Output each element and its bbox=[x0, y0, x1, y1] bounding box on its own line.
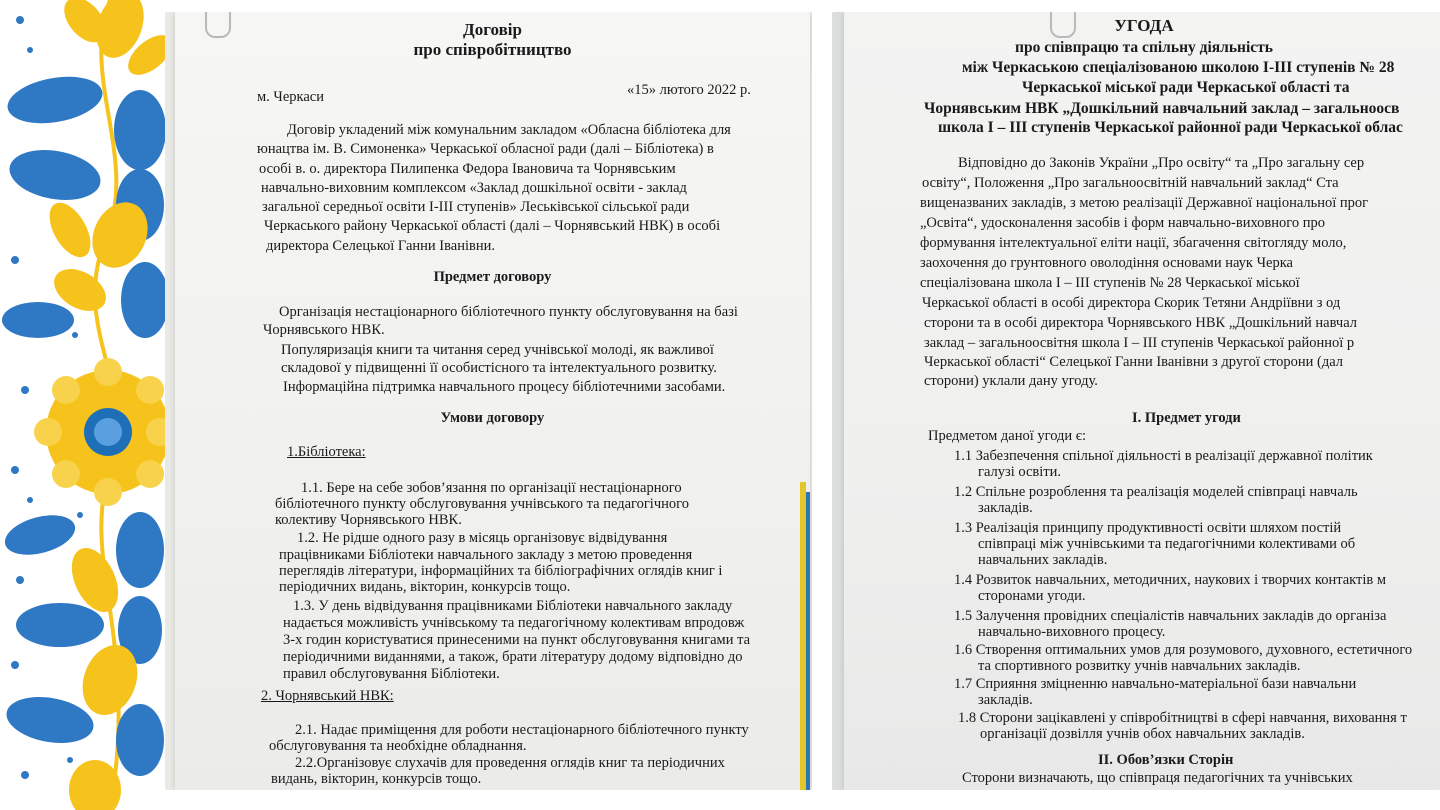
agreement-item: 1.2 Спільне розроблення та реалізація моделей співпраці навчаль bbox=[954, 484, 1358, 500]
library-line: переглядів літератури, інформаційних та бібліографічних оглядів книг і bbox=[279, 563, 723, 579]
agreement-text-line: Сторони визначають, що співпраця педагогічних та учнівських bbox=[962, 770, 1353, 786]
agreement-photo-right bbox=[832, 12, 1440, 790]
board-edge bbox=[806, 492, 810, 790]
doc-header-line: школа I – III ступенів Черкаської районної ради Черкаської облас bbox=[938, 119, 1403, 136]
intro-line: заохочення до грунтовного оволодіння основами наук Черка bbox=[920, 255, 1293, 271]
agreement-item: та спортивного розвитку учнів навчальних закладів. bbox=[978, 658, 1301, 674]
intro-line: заклад – загальноосвітня школа I – III ступенів Черкаської районної р bbox=[924, 335, 1355, 351]
library-line: 1.3. У день відвідування працівниками Бібліотеки навчального закладу bbox=[293, 598, 733, 614]
library-line: бібліотечного пункту обслуговування учнівського та педагогічного bbox=[275, 496, 689, 512]
intro-line: формування інтелектуальної еліти нації, збагачення світогляду моло, bbox=[920, 235, 1347, 251]
subject-line: Інформаційна підтримка навчального процесу бібліотечними засобами. bbox=[283, 379, 726, 395]
agreement-item: навчально-виховного процесу. bbox=[978, 624, 1166, 640]
library-line: 1.2. Не рідше одного разу в місяць організовує відвідування bbox=[297, 530, 668, 546]
subject-line: складової у підвищенні її особистісного та інтелектуального розвитку. bbox=[281, 360, 717, 376]
library-line: правил обслуговування Бібліотеки. bbox=[283, 666, 500, 682]
section-title: II. Обов’язки Сторін bbox=[1098, 752, 1234, 768]
contract-sheet bbox=[175, 12, 810, 790]
library-line: колективу Чорнявського НВК. bbox=[275, 512, 462, 528]
doc-subtitle: про співробітництво bbox=[413, 40, 572, 59]
doc-city: м. Черкаси bbox=[257, 89, 324, 105]
nvk-line: 2.1. Надає приміщення для роботи нестаціонарного бібліотечного пункту bbox=[295, 722, 749, 738]
agreement-item: 1.5 Залучення провідних спеціалістів навчальних закладів до організа bbox=[954, 608, 1387, 624]
intro-line: Черкаської області в особі директора Скорик Тетяни Андріївни з од bbox=[922, 295, 1341, 311]
intro-line: сторони та в особі директора Чорнявського НВК „Дошкільний навчал bbox=[924, 315, 1358, 331]
agreement-item: 1.6 Створення оптимальних умов для розумового, духовного, естетичного bbox=[954, 642, 1413, 658]
doc-date: «15» лютого 2022 р. bbox=[627, 82, 751, 98]
subject-line: Чорнявського НВК. bbox=[263, 322, 385, 338]
agreement-item: сторонами угоди. bbox=[978, 588, 1086, 604]
agreement-item: навчальних закладів. bbox=[978, 552, 1108, 568]
agreement-item: співпраці між учнівськими та педагогічними колективами об bbox=[978, 536, 1356, 552]
intro-line: сторони) уклали дану угоду. bbox=[924, 373, 1098, 389]
subject-intro: Предметом даної угоди є: bbox=[928, 428, 1087, 444]
doc-header-line: Чорнявським НВК „Дошкільний навчальний заклад – загальноосв bbox=[924, 100, 1400, 117]
intro-line: особі в. о. директора Пилипенка Федора Івановича та Чорнявським bbox=[259, 161, 676, 177]
nvk-line: 2.2.Організовує слухачів для проведення оглядів книг та періодичних bbox=[295, 755, 725, 771]
library-line: 1.1. Бере на себе зобов’язання по організації нестаціонарного bbox=[301, 480, 682, 496]
library-line: періодичними виданнями, а також, брати літературу додому відповідно до bbox=[283, 649, 743, 665]
intro-line: освіту“, Положення „Про загальноосвітній навчальний заклад“ Ста bbox=[922, 175, 1339, 191]
intro-line: Договір укладений між комунальним закладом «Обласна бібліотека для bbox=[287, 122, 731, 138]
doc-title: Договір bbox=[463, 20, 522, 39]
agreement-item: 1.7 Сприяння зміцненню навчально-матеріальної бази навчальни bbox=[954, 676, 1357, 692]
contract-photo-left bbox=[165, 12, 812, 790]
agreement-item: 1.8 Сторони зацікавлені у співробітництві в сфері навчання, виховання т bbox=[958, 710, 1407, 726]
doc-header-line: між Черкаською спеціалізованою школою I-III ступенів № 28 bbox=[962, 59, 1395, 76]
section-title: Предмет договору bbox=[433, 269, 552, 285]
library-line: надається можливість учнівському та педагогічному колективам впродовж bbox=[283, 615, 745, 631]
intro-line: спеціалізована школа I – III ступенів № 28 Черкаської міської bbox=[920, 275, 1300, 291]
doc-header-line: Черкаської міської ради Черкаської області та bbox=[1022, 79, 1350, 96]
agreement-item: 1.3 Реалізація принципу продуктивності освіти шляхом постій bbox=[954, 520, 1342, 536]
agreement-item: 1.4 Розвиток навчальних, методичних, наукових і творчих контактів м bbox=[954, 572, 1387, 588]
agreement-item: організації дозвілля учнів обох навчальних закладів. bbox=[980, 726, 1305, 742]
subject-line: Популяризація книги та читання серед учнівської молоді, як важливої bbox=[281, 342, 714, 358]
intro-line: „Освіта“, удосконалення засобів і форм навчально-виховного про bbox=[920, 215, 1326, 231]
intro-line: загальної середньої освіти І-ІІІ ступенів» Леськівської сільської ради bbox=[262, 199, 690, 215]
agreement-item: 1.1 Забезпечення спільної діяльності в реалізації державної політик bbox=[954, 448, 1373, 464]
agreement-item: галузі освіти. bbox=[978, 464, 1062, 480]
subject-line: Організація нестаціонарного бібліотечного пункту обслуговування на базі bbox=[279, 304, 738, 320]
intro-line: Черкаської області“ Селецької Ганни Іванівни з другої сторони (дал bbox=[924, 354, 1344, 370]
doc-header-line: про співпрацю та спільну діяльність bbox=[1015, 39, 1273, 56]
section-title: Умови договору bbox=[440, 410, 545, 426]
nvk-heading: 2. Чорнявський НВК: bbox=[261, 688, 394, 704]
folk-ornament-border bbox=[0, 0, 165, 810]
agreement-item: закладів. bbox=[978, 692, 1033, 708]
doc-title: УГОДА bbox=[1114, 16, 1174, 35]
intro-line: Відповідно до Законів України „Про освіту“ та „Про загальну сер bbox=[958, 155, 1365, 171]
floral-ornament-icon bbox=[0, 0, 165, 810]
nvk-line: обслуговування та необхідне обладнання. bbox=[269, 738, 527, 754]
nvk-line: видань, вікторин, конкурсів тощо. bbox=[271, 771, 482, 787]
library-line: періодичних видань, вікторин, конкурсів тощо. bbox=[279, 579, 571, 595]
library-line: працівниками Бібліотеки навчального закладу з метою проведення bbox=[279, 547, 693, 563]
agreement-sheet bbox=[844, 12, 1440, 790]
agreement-item: закладів. bbox=[978, 500, 1033, 516]
intro-line: навчально-виховним комплексом «Заклад дошкільної освіти - заклад bbox=[261, 180, 687, 196]
intro-line: Черкаського району Черкаської області (далі – Чорнявський НВК) в особі bbox=[264, 218, 721, 234]
intro-line: юнацтва ім. В. Симоненка» Черкаської обласної ради (далі – Бібліотека) в bbox=[257, 141, 714, 157]
library-heading: 1.Бібліотека: bbox=[287, 444, 366, 460]
library-line: 3-х годин користуватися принесеними на пункт обслуговування книгами та bbox=[283, 632, 751, 648]
intro-line: директора Селецької Ганни Іванівни. bbox=[266, 238, 495, 254]
section-title: I. Предмет угоди bbox=[1132, 410, 1241, 426]
intro-line: вищеназваних закладів, з метою реалізації Державної національної прог bbox=[920, 195, 1369, 211]
